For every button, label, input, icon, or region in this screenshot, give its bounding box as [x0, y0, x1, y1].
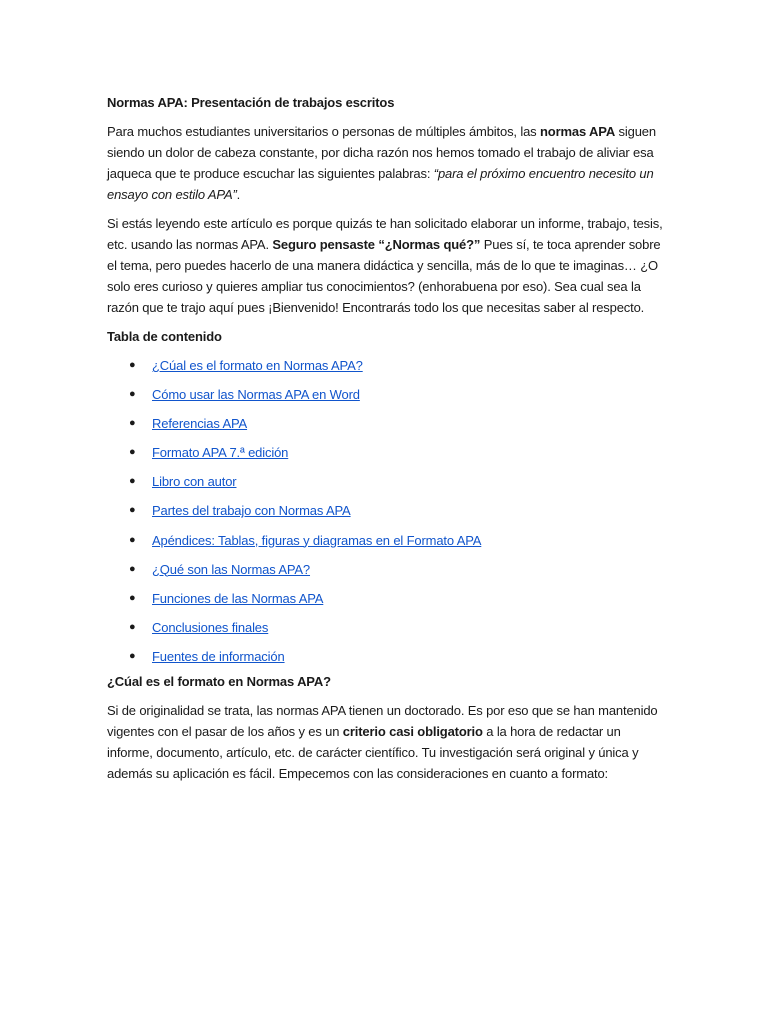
- toc-link[interactable]: Libro con autor: [152, 474, 237, 490]
- bullet-icon: ●: [129, 649, 136, 662]
- toc-link[interactable]: Formato APA 7.ª edición: [152, 445, 289, 461]
- bullet-icon: ●: [129, 359, 136, 371]
- bullet-icon: ●: [129, 446, 136, 459]
- toc-link[interactable]: Partes del trabajo con Normas APA: [152, 503, 351, 519]
- intro-text-2: siguen siendo un dolor de cabeza constante, por dicha razón nos hemos tomado el trabajo de aliviar esa jaqueca que te produce escuchar las siguientes palabras:: [107, 124, 656, 181]
- toc-link[interactable]: Conclusiones finales: [152, 619, 269, 635]
- para2-text-1: Si estás leyendo este artículo es porque quizás te han solicitado elaborar un informe, trabajo, tesis, etc. usando las normas APA.: [107, 216, 663, 252]
- bullet-icon: ●: [129, 533, 136, 546]
- bullet-icon: ●: [129, 504, 136, 517]
- toc-item: [107, 588, 668, 617]
- section-paragraph: [107, 700, 668, 784]
- toc-link[interactable]: Funciones de las Normas APA: [152, 590, 324, 606]
- para2-bold: Seguro pensaste “¿Normas qué?”: [272, 237, 481, 252]
- toc-title: Tabla de contenido: [107, 329, 222, 344]
- toc-item: [107, 617, 668, 646]
- toc-link[interactable]: ¿Qué son las Normas APA?: [152, 561, 311, 577]
- bullet-icon: ●: [129, 591, 136, 604]
- toc-link[interactable]: Referencias APA: [152, 416, 248, 432]
- para2-text-2: Pues sí, te toca aprender sobre el tema, pero puedes hacerlo de una manera didáctica y sencilla, más de lo que te imaginas… ¿O solo eres curioso y quieres ampliar tus conocimientos? (enhorabuena por eso). Sea cual sea la razón que te trajo aquí pues ¡Bienvenido! Encontrarás todo los que necesitas saber al respecto.: [107, 237, 661, 315]
- intro-paragraph: [107, 121, 668, 205]
- toc-link[interactable]: Fuentes de información: [152, 648, 285, 664]
- second-paragraph: [107, 213, 668, 318]
- intro-bold-normas-apa: normas APA: [540, 124, 616, 139]
- toc-link[interactable]: ¿Cúal es el formato en Normas APA?: [152, 358, 363, 373]
- toc-item: [107, 500, 668, 529]
- bullet-icon: ●: [129, 620, 136, 633]
- section-text-2: a la hora de redactar un informe, documento, artículo, etc. de carácter científico. Tu investigación será original y única y además su aplicación es fácil. Empecemos con las consideraciones en cuanto a formato:: [107, 724, 639, 782]
- bullet-icon: ●: [129, 417, 136, 430]
- toc-item: [107, 471, 668, 500]
- toc-item: [107, 413, 668, 442]
- section-bold: criterio casi obligatorio: [342, 724, 483, 740]
- toc-item: [107, 442, 668, 471]
- toc-item: [107, 384, 668, 413]
- toc-item: [107, 646, 668, 675]
- bullet-icon: ●: [129, 475, 136, 488]
- section-text-1: Si de originalidad se trata, las normas APA tienen un doctorado. Es por eso que se han mantenido vigentes con el pasar de los años y es un: [107, 703, 658, 740]
- document-title: Normas APA: Presentación de trabajos escritos: [107, 95, 395, 110]
- bullet-icon: ●: [129, 388, 136, 401]
- intro-quote: “para el próximo encuentro necesito un ensayo con estilo APA”: [107, 166, 654, 202]
- table-of-contents: [107, 355, 668, 675]
- toc-link[interactable]: Apéndices: Tablas, figuras y diagramas en el Formato APA: [152, 532, 482, 548]
- bullet-icon: ●: [129, 562, 136, 575]
- toc-link[interactable]: Cómo usar las Normas APA en Word: [152, 387, 360, 403]
- intro-text-3: .: [236, 187, 241, 202]
- toc-item: [107, 355, 668, 384]
- intro-text-1: Para muchos estudiantes universitarios o personas de múltiples ámbitos, las: [107, 124, 540, 139]
- toc-item: [107, 559, 668, 588]
- toc-item: [107, 530, 668, 559]
- section-title: ¿Cúal es el formato en Normas APA?: [107, 674, 331, 690]
